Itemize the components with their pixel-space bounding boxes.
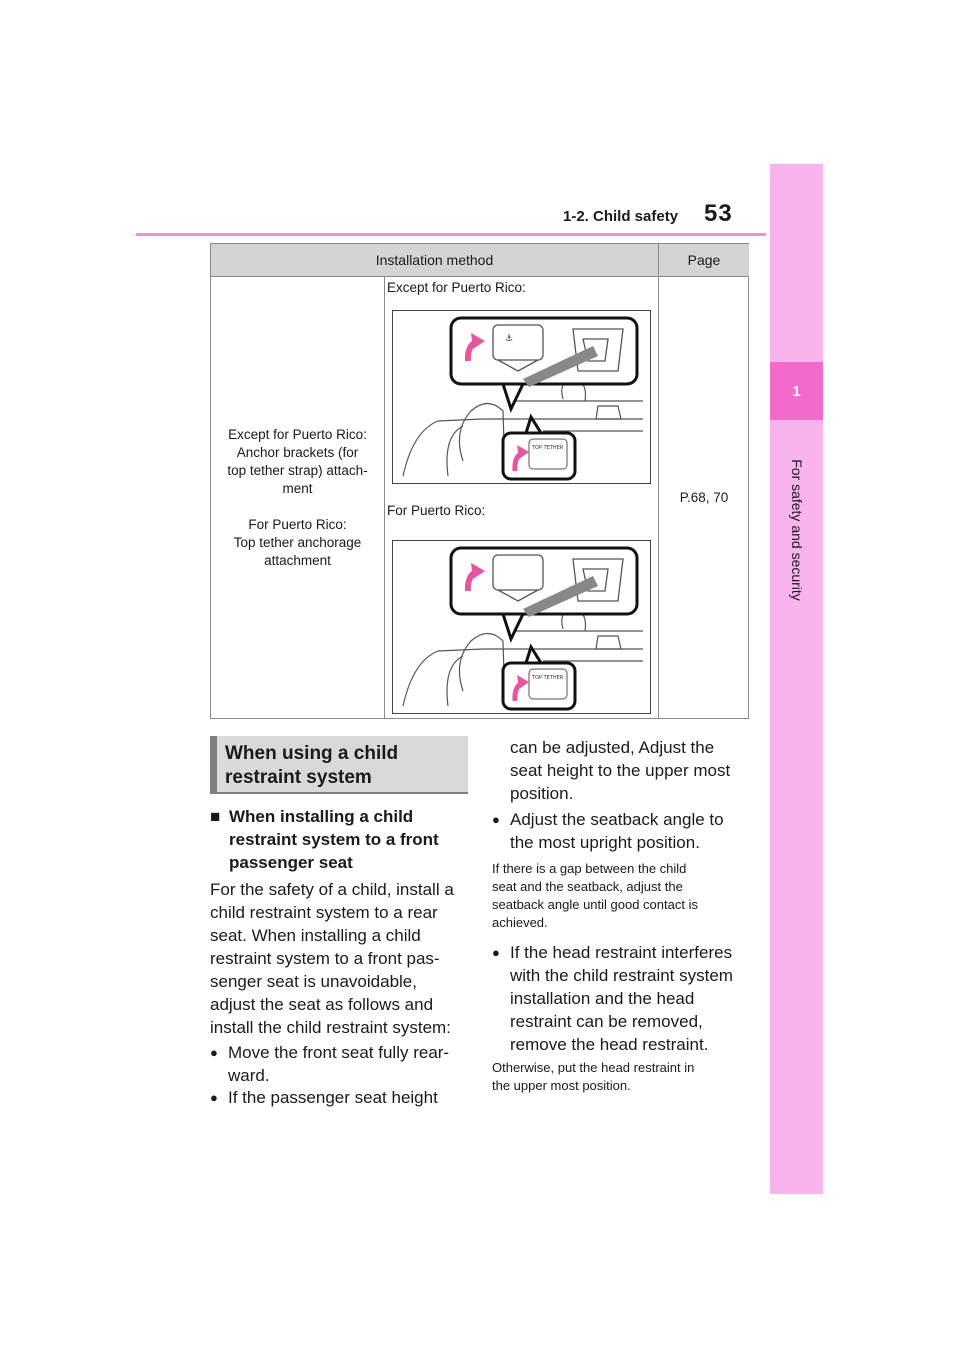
bullet-seat-height — [210, 1086, 438, 1109]
header-rule — [136, 233, 766, 236]
square-bullet-icon: ■ — [210, 807, 221, 826]
note-line: achieved. — [492, 915, 548, 930]
method-text: Anchor brackets (for — [236, 444, 359, 460]
installation-method-cell — [211, 277, 384, 718]
installation-table — [210, 243, 749, 719]
note-line: seatback angle until good contact is — [492, 897, 698, 912]
subheading-line: passenger seat — [229, 853, 353, 872]
bullet-head-restraint — [492, 941, 733, 1056]
bullet-line: Adjust the seatback angle to — [510, 810, 724, 829]
paragraph-line: adjust the seat as follows and — [210, 995, 434, 1014]
tether-illustration-except-puerto-rico — [392, 310, 651, 484]
paragraph-line: restraint system to a front pas- — [210, 949, 440, 968]
bullet-line: If the passenger seat height — [228, 1088, 438, 1107]
svg-text:⚓: ⚓ — [505, 334, 514, 344]
section-label: 1-2. Child safety — [563, 208, 679, 225]
paragraph-line: senger seat is unavoidable, — [210, 972, 417, 991]
top-tether-label: TOP TETHER — [532, 445, 564, 451]
note-seatback-gap — [492, 860, 698, 932]
note-head-restraint — [492, 1059, 694, 1095]
bullet-icon: ● — [492, 945, 500, 960]
header-page: Page — [659, 244, 749, 277]
subheading-line: restraint system to a front — [229, 830, 439, 849]
bullet-line: with the child restraint system — [510, 966, 733, 985]
note-line: seat and the seatback, adjust the — [492, 879, 683, 894]
bullet-line: ward. — [228, 1066, 270, 1085]
chapter-title-text: For safety and security — [789, 459, 805, 601]
paragraph-line: seat. When installing a child — [210, 926, 421, 945]
bullet-icon: ● — [492, 812, 500, 827]
bullet-line: If the head restraint interferes — [510, 943, 733, 962]
bullet-icon: ● — [210, 1045, 218, 1060]
section-heading — [210, 736, 468, 794]
bullet-line: installation and the head — [510, 989, 695, 1008]
bullet-line: the most upright position. — [510, 833, 700, 852]
chapter-side-tab — [770, 164, 823, 1194]
bullet-seat-height-continued — [510, 736, 730, 805]
chapter-title — [772, 420, 822, 640]
method-text: Except for Puerto Rico: — [228, 426, 367, 442]
section-heading-line: restraint system — [225, 767, 372, 788]
header-installation-method: Installation method — [211, 244, 659, 277]
section-heading-line: When using a child — [225, 743, 399, 764]
bullet-line: position. — [510, 784, 574, 803]
bullet-line: restraint can be removed, — [510, 1012, 703, 1031]
note-line: Otherwise, put the head restraint in — [492, 1060, 695, 1075]
paragraph-line: child restraint system to a rear — [210, 903, 438, 922]
method-text: For Puerto Rico: — [248, 516, 347, 532]
bullet-line: remove the head restraint. — [510, 1035, 709, 1054]
method-text: ment — [282, 480, 313, 496]
method-text: attachment — [264, 552, 331, 568]
method-text: Top tether anchorage — [233, 534, 362, 550]
chapter-number: 1 — [770, 362, 823, 420]
page-number: 53 — [704, 200, 733, 227]
subheading — [210, 805, 479, 874]
note-line: If there is a gap between the child — [492, 861, 687, 876]
bullet-line: Move the front seat fully rear- — [228, 1043, 450, 1062]
method-text: top tether strap) attach- — [227, 462, 368, 478]
bullet-icon: ● — [210, 1090, 218, 1105]
bullet-move-seat — [210, 1041, 449, 1087]
bullet-line: seat height to the upper most — [510, 761, 731, 780]
bullet-line: can be adjusted, Adjust the — [510, 738, 715, 757]
intro-paragraph — [210, 878, 454, 1039]
subheading-line: When installing a child — [229, 807, 414, 826]
paragraph-line: install the child restraint system: — [210, 1018, 451, 1037]
illustration-caption-puerto-rico: For Puerto Rico: — [387, 503, 486, 518]
page-reference: P.68, 70 — [679, 490, 729, 505]
tether-illustration-puerto-rico — [392, 540, 651, 714]
paragraph-line: For the safety of a child, install a — [210, 880, 454, 899]
illustration-caption-except: Except for Puerto Rico: — [387, 280, 526, 295]
column-divider — [384, 277, 385, 718]
note-line: the upper most position. — [492, 1078, 631, 1093]
top-tether-label: TOP TETHER — [532, 675, 564, 681]
bullet-seatback-angle — [492, 808, 724, 854]
